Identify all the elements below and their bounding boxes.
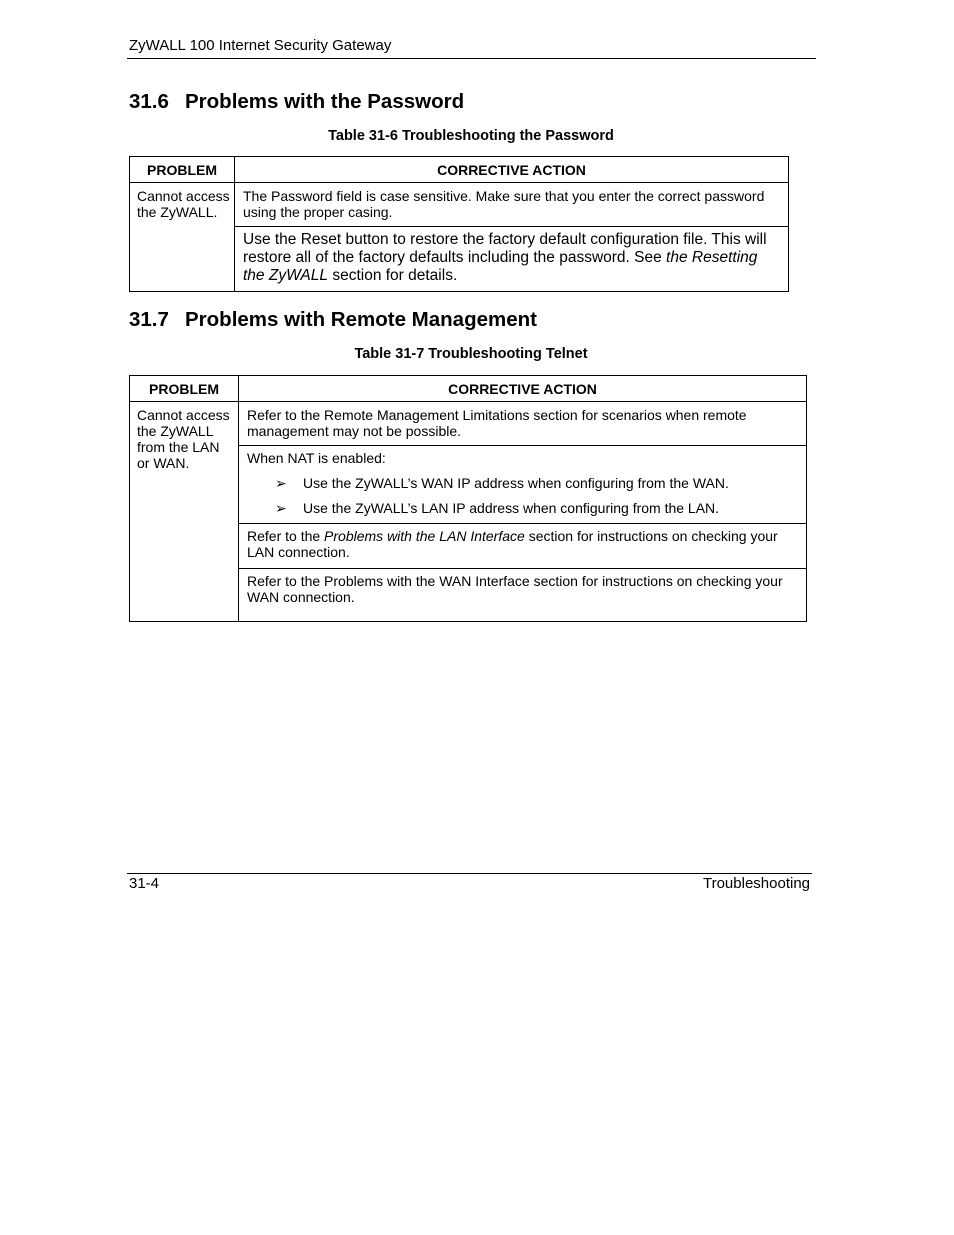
column-header-corrective-action: CORRECTIVE ACTION [239,376,807,402]
bullet-arrow-icon: ➢ [275,475,287,491]
action-text: Refer to the [247,528,325,544]
action-text: section for instructions on checking your LAN connection. [247,528,778,560]
action-intro: When NAT is enabled: [247,450,386,466]
action-cell: Refer to the Problems with the WAN Interface section for instructions on checking your WAN connection. [239,569,807,622]
running-header: ZyWALL 100 Internet Security Gateway [129,37,392,54]
chapter-name: Troubleshooting [702,875,810,892]
section-number: 31.6 [129,90,169,113]
section-title: Problems with the Password [185,90,465,113]
section-number: 31.7 [129,308,169,331]
action-cell: Refer to the Remote Management Limitations section for scenarios when remote management may not be possible. [239,402,807,446]
problem-cell: Cannot access the ZyWALL from the LAN or WAN. [130,402,239,622]
section-title: Problems with Remote Management [185,308,537,331]
action-cell [235,227,789,292]
action-text-italic: Problems with the LAN Interface [324,528,525,544]
bullet-text: Use the ZyWALL’s LAN IP address when configuring from the LAN. [303,500,720,516]
bullet-text: Use the ZyWALL’s WAN IP address when configuring from the WAN. [303,475,729,491]
page-number: 31-4 [129,875,160,892]
action-text: Use the Reset button to restore the factory default configuration file. This will restore all of the factory defaults including the password. See [243,231,767,266]
password-troubleshooting-table [129,156,789,292]
bullet-item [247,475,798,491]
header-rule [127,58,816,59]
problem-cell: Cannot access the ZyWALL. [130,183,235,292]
telnet-troubleshooting-table [129,375,807,622]
section-heading-password [129,90,464,114]
section-heading-remote-management [129,308,537,332]
action-text-italic: the Resetting the ZyWALL [243,249,758,284]
column-header-problem: PROBLEM [130,376,239,402]
action-text: section for details. [328,267,458,284]
bullet-item [247,500,798,516]
bullet-arrow-icon: ➢ [275,500,287,516]
action-cell [239,524,807,569]
footer-rule [127,873,812,874]
table-caption-telnet: Table 31-7 Troubleshooting Telnet [354,346,588,362]
column-header-problem: PROBLEM [130,157,235,183]
column-header-corrective-action: CORRECTIVE ACTION [235,157,789,183]
action-cell [239,446,807,524]
table-caption-password: Table 31-6 Troubleshooting the Password [328,128,614,144]
action-cell: The Password field is case sensitive. Make sure that you enter the correct password using the proper casing. [235,183,789,227]
